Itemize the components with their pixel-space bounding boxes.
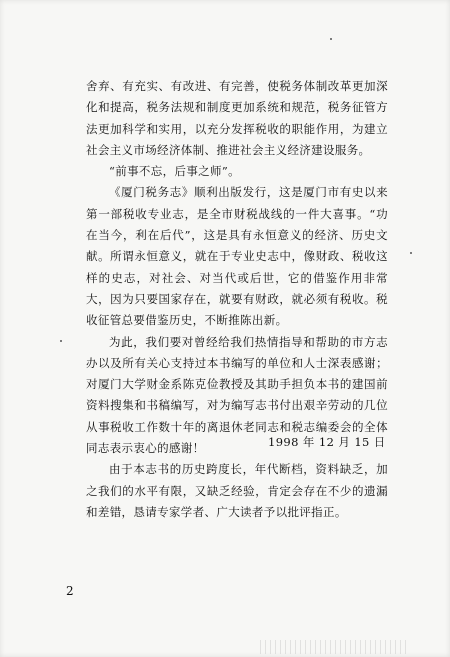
scan-speck [60,340,62,342]
paragraph-3: 《厦门税务志》顺利出版发行，这是厦门市有史以来第一部税收专业志，是全市财税战线的一件大喜事。“功在当今，利在后代”，这是具有永恒意义的经济、历史文献。所谓永恒意义，就在于专业史志中，像财政、税收这样的史志，对社会、对当代或后世，它的借鉴作用非常大，因为只要国家存在，就要有财政，就必须有税收。税收征管总要借鉴历史，不断推陈出新。 [86,185,388,328]
body-text [86,76,388,523]
scan-speck [410,252,412,254]
paragraph-2: “前事不忘，后事之师”。 [109,164,240,179]
paragraph-4: 为此，我们要对曾经给我们热情指导和帮助的市方志办以及所有关心支持过本书编写的单位和人士深表感谢；对厦门大学财金系陈克俭教授及其助手担负本书的建国前资料搜集和书稿编写，对为编写志书付出艰辛劳动的几位从事税收工作数十年的离退休老同志和税志编委会的全体同志表示衷心的感谢！ [86,334,388,456]
scan-noise [260,640,410,654]
scan-speck [330,38,332,40]
signature-date: 1998 年 12 月 15 日 [268,435,386,449]
page-number: 2 [66,584,74,598]
paragraph-1: 舍弃、有充实、有改进、有完善，使税务体制改革更加深化和提高，税务法规和制度更加系统和规范，税务征管方法更加科学和实用，以充分发挥税收的职能作用，为建立社会主义市场经济体制、推进社会主义经济建设服务。 [86,79,388,157]
paragraph-5: 由于本志书的历史跨度长，年代断档，资料缺乏，加之我们的水平有限，又缺乏经验，肯定会存在不少的遗漏和差错，恳请专家学者、广大读者予以批评指正。 [86,462,388,519]
